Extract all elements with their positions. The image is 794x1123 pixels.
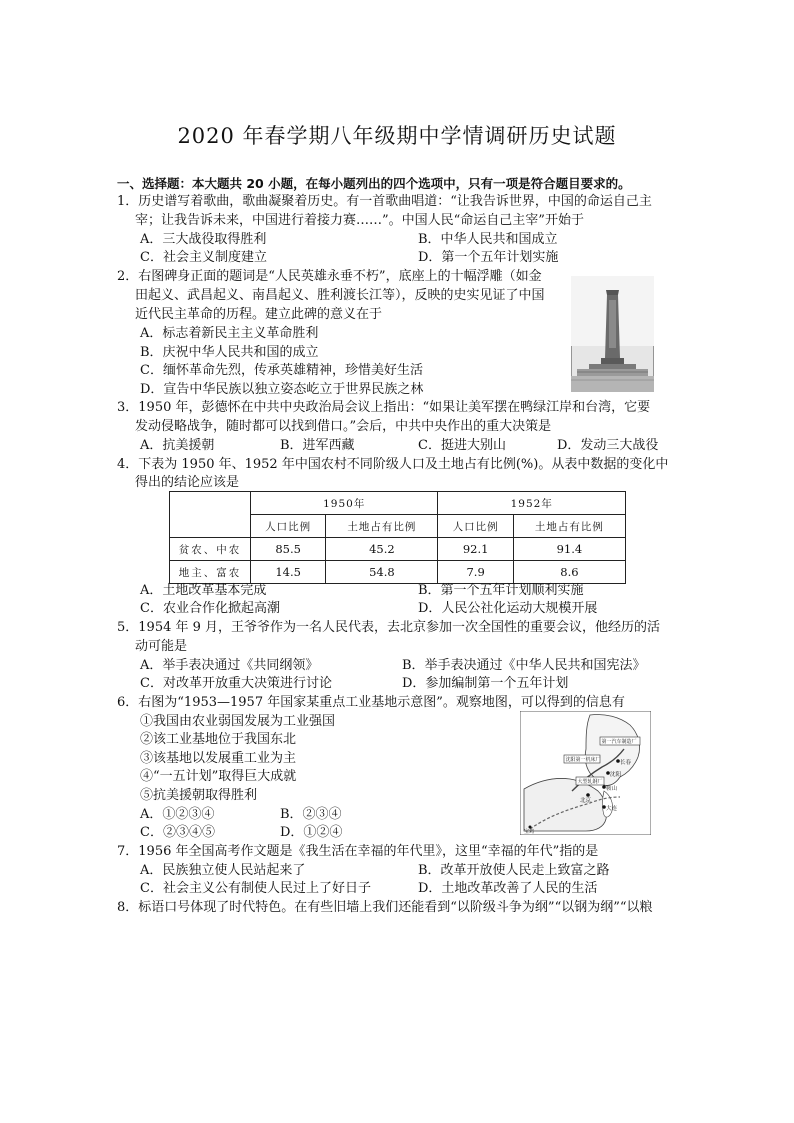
question-6-item-4: ④“一五计划”取得巨大成就 <box>140 769 297 784</box>
question-3-line-1: 3．1950 年，彭德怀在中共中央政治局会议上指出：“如果让美军摆在鸭绿江岸和台湾，它要 <box>117 400 651 415</box>
question-1-option-a: A．三大战役取得胜利 <box>140 232 267 247</box>
question-6-option-d: D．①②④ <box>280 825 343 840</box>
table-cell: 92.1 <box>438 538 513 561</box>
question-7-option-d: D．土地改革改善了人民的生活 <box>418 881 598 896</box>
question-3-option-d: D．发动三大战役 <box>557 438 659 453</box>
question-2-line-3: 近代民主革命的历程。建立此碑的意义在于 <box>135 307 383 322</box>
question-6-option-a: A．①②③④ <box>140 807 215 822</box>
question-7-option-a: A．民族独立使人民站起来了 <box>140 863 306 878</box>
table-row <box>170 561 626 584</box>
table-cell: 45.2 <box>326 538 438 561</box>
question-7-option-c: C．社会主义公有制使人民过上了好日子 <box>140 881 371 896</box>
question-6-item-5: ⑤抗美援朝取得胜利 <box>140 788 258 803</box>
question-3-line-2: 发动侵略战争，随时都可以找到借口。”会后，中共中央作出的重大决策是 <box>135 419 552 434</box>
question-4-option-c: C．农业合作化掀起高潮 <box>140 601 280 616</box>
question-1-option-c: C．社会主义制度建立 <box>140 250 267 265</box>
question-5-option-b: B．举手表决通过《中华人民共和国宪法》 <box>402 658 646 673</box>
table-year-1952: 1952年 <box>438 492 626 515</box>
question-6-option-b: B．②③④ <box>280 807 342 822</box>
question-3-option-b: B．进军西藏 <box>280 438 355 453</box>
question-2-line-2: 田起义、武昌起义、南昌起义、胜利渡长江等），反映的史实见证了中国 <box>135 288 545 303</box>
question-5-option-a: A．举手表决通过《共同纲领》 <box>140 658 319 673</box>
table-subheader: 人口比例 <box>251 515 326 538</box>
question-4-line-2: 得出的结论应该是 <box>135 475 240 490</box>
question-3-option-a: A．抗美援朝 <box>140 438 215 453</box>
question-2-option-a: A．标志着新民主主义革命胜利 <box>140 326 319 341</box>
question-3-option-c: C．挺进大别山 <box>418 438 506 453</box>
question-4-option-d: D．人民公社化运动大规模开展 <box>418 601 598 616</box>
question-5-option-d: D．参加编制第一个五年计划 <box>402 676 569 691</box>
map-label-baoji: 宝鸡 <box>524 829 535 835</box>
page-title: 2020 年春学期八年级期中学情调研历史试题 <box>177 124 617 148</box>
monument-photo <box>571 276 654 392</box>
question-1-option-d: D．第一个五年计划实施 <box>418 250 559 265</box>
city-marker-beijing <box>586 793 590 797</box>
map-label-shenyang: 沈阳 <box>610 772 622 778</box>
table-corner-cell <box>170 492 251 538</box>
map-label-beijing: 北京 <box>580 798 592 804</box>
question-6-line-1: 6．右图为“1953—1957 年国家某重点工业基地示意图”。观察地图，可以得到的信息有 <box>117 695 625 710</box>
question-5-line-2: 动可能是 <box>135 639 188 654</box>
table-subheader: 土地占有比例 <box>326 515 438 538</box>
question-1-line-1: 1．历史谱写着歌曲，歌曲凝聚着历史。有一首歌曲唱道：“让我告诉世界，中国的命运自己主 <box>117 194 652 209</box>
question-2-option-d: D．宣告中华民族以独立姿态屹立于世界民族之林 <box>140 382 424 397</box>
question-2-line-1: 2．右图碑身正面的题词是“人民英雄永垂不朽”，底座上的十幅浮雕（如金 <box>117 269 542 284</box>
question-6-option-c: C．②③④⑤ <box>140 825 215 840</box>
table-cell: 91.4 <box>513 538 625 561</box>
question-2-option-b: B．庆祝中华人民共和国的成立 <box>140 345 319 360</box>
question-7-option-b: B．改革开放使人民走上致富之路 <box>418 863 610 878</box>
question-2-option-c: C．缅怀革命先烈，传承英雄精神，珍惜美好生活 <box>140 363 423 378</box>
table-year-1950: 1950年 <box>251 492 438 515</box>
table-cell: 7.9 <box>438 561 513 584</box>
question-6-item-1: ①我国由农业弱国发展为工业强国 <box>140 714 336 729</box>
table-cell: 14.5 <box>251 561 326 584</box>
question-8-line-1: 8．标语口号体现了时代特色。在有些旧墙上我们还能看到“以阶级斗争为纲”“以钢为纲”“以粮 <box>117 900 653 915</box>
map-label-dalian: 大连 <box>606 806 618 812</box>
land-ratio-table <box>169 491 626 584</box>
table-row-label: 地主、富农 <box>170 561 251 584</box>
table-row <box>170 538 626 561</box>
map-label-factory3: 大型轧钢厂 <box>577 779 603 785</box>
section-header: 一、选择题：本大题共 20 小题，在每小题列出的四个选项中，只有一项是符合题目要求的。 <box>117 176 631 191</box>
table-cell: 8.6 <box>513 561 625 584</box>
question-4-option-a: A．土地改革基本完成 <box>140 583 267 598</box>
question-5-line-1: 5．1954 年 9 月，王爷爷作为一名人民代表，去北京参加一次全国性的重要会议，他经历的活 <box>117 620 661 635</box>
question-7-line-1: 7．1956 年全国高考作文题是《我生活在幸福的年代里》，这里“幸福的年代”指的是 <box>117 844 599 859</box>
question-4-line-1: 4．下表为 1950 年、1952 年中国农村不同阶级人口及土地占有比例(%)。从表中数据的变化中 <box>117 457 669 472</box>
question-5-option-c: C．对改革开放重大决策进行讨论 <box>140 676 332 691</box>
map-label-anshan: 鞍山 <box>606 786 618 792</box>
table-subheader: 土地占有比例 <box>513 515 625 538</box>
question-4-option-b: B．第一个五年计划顺利实施 <box>418 583 584 598</box>
map-label-factory2: 沈阳第一机床厂 <box>565 757 601 763</box>
industrial-base-map <box>520 711 651 835</box>
question-1-line-2: 宰；让我告诉未来，中国进行着接力赛……”。中国人民“命运自己主宰”开始于 <box>135 213 584 228</box>
map-label-changchun: 长春 <box>620 760 632 766</box>
question-6-item-3: ③该基地以发展重工业为主 <box>140 751 297 766</box>
table-subheader: 人口比例 <box>438 515 513 538</box>
map-label-factory1: 第一汽车制造厂 <box>601 739 637 745</box>
table-row-label: 贫农、中农 <box>170 538 251 561</box>
table-cell: 54.8 <box>326 561 438 584</box>
table-cell: 85.5 <box>251 538 326 561</box>
question-1-option-b: B．中华人民共和国成立 <box>418 232 558 247</box>
question-6-item-2: ②该工业基地位于我国东北 <box>140 732 297 747</box>
